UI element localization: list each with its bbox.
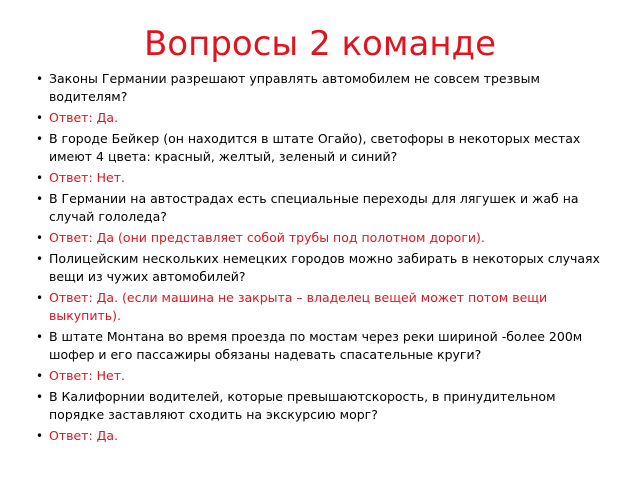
bullet-icon: • [36, 390, 44, 404]
question-list [36, 70, 604, 448]
question-text: В штате Монтана во время проезда по мостам через реки шириной -более 200м шофер и его пассажиры обязаны надевать спасательные круги? [49, 329, 583, 362]
answer-text: Ответ: Нет. [49, 368, 125, 383]
bullet-icon: • [36, 291, 44, 305]
answer-text: Ответ: Нет. [49, 170, 125, 185]
question-text: В городе Бейкер (он находится в штате Огайо), светофоры в некоторых местах имеют 4 цвета: красный, желтый, зеленый и синий? [49, 131, 581, 164]
answer-text: Ответ: Да. (если машина не закрыта – владелец вещей может потом вещи выкупить). [49, 290, 548, 323]
bullet-icon: • [36, 231, 44, 245]
question-text: Законы Германии разрешают управлять автомобилем не совсем трезвым водителям? [49, 71, 540, 104]
question-text: В Германии на автострадах есть специальные переходы для лягушек и жаб на случай гололеда? [49, 191, 579, 224]
bullet-icon: • [36, 132, 44, 146]
bullet-icon: • [36, 330, 44, 344]
question-text: Полицейским нескольких немецких городов можно забирать в некоторых случаях вещи из чужих автомобилей? [49, 251, 600, 284]
list-item [36, 328, 604, 364]
list-item [36, 289, 604, 325]
bullet-icon: • [36, 111, 44, 125]
list-item [36, 70, 604, 106]
list-item [36, 229, 604, 247]
bullet-icon: • [36, 171, 44, 185]
list-item [36, 190, 604, 226]
bullet-icon: • [36, 72, 44, 86]
bullet-icon: • [36, 192, 44, 206]
list-item [36, 250, 604, 286]
answer-text: Ответ: Да. [49, 428, 119, 443]
bullet-icon: • [36, 369, 44, 383]
question-text: В Калифорнии водителей, которые превышаютскорость, в принудительном порядке заставляют сходить на экскурсию морг? [49, 389, 556, 422]
answer-text: Ответ: Да (они представляет собой трубы под полотном дороги). [49, 230, 485, 245]
list-item [36, 109, 604, 127]
answer-text: Ответ: Да. [49, 110, 119, 125]
list-item [36, 169, 604, 187]
list-item [36, 367, 604, 385]
list-item [36, 388, 604, 424]
bullet-icon: • [36, 429, 44, 443]
bullet-icon: • [36, 252, 44, 266]
list-item [36, 427, 604, 445]
slide-title: Вопросы 2 команде [143, 24, 496, 64]
list-item [36, 130, 604, 166]
